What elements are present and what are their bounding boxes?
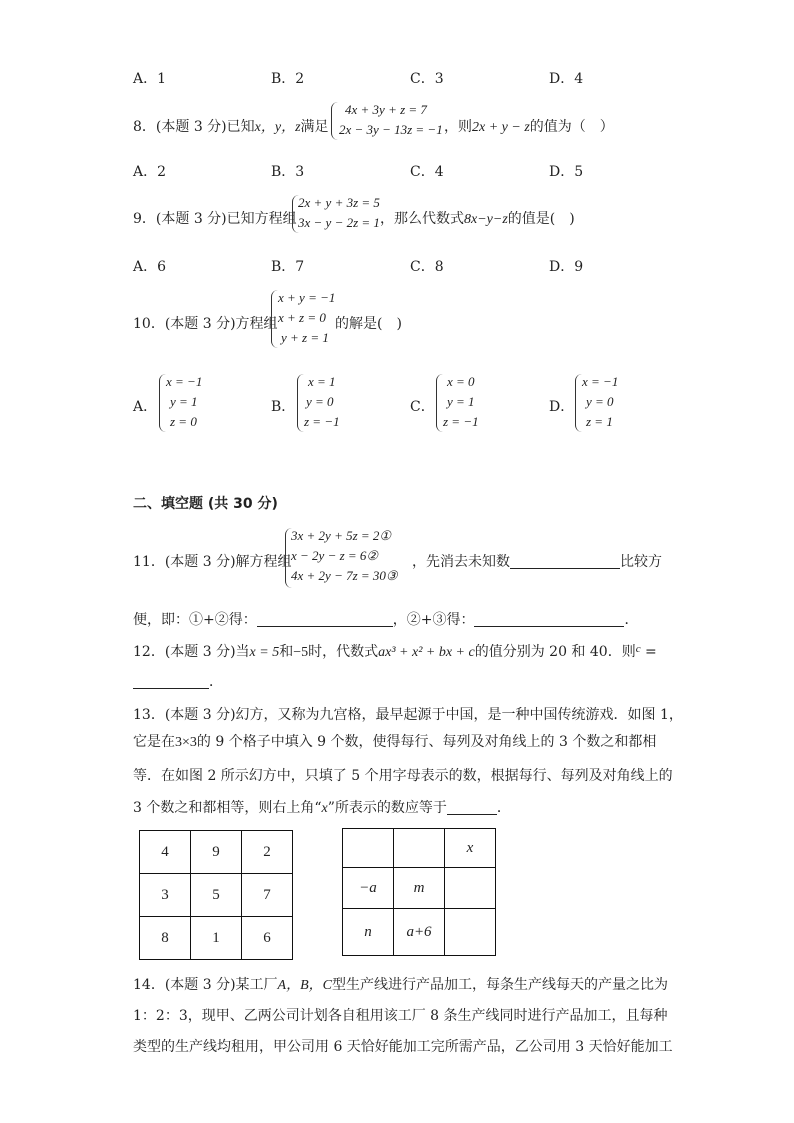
q11-eq2: x − 2y − z = 6② xyxy=(291,548,379,563)
q11-line2 xyxy=(133,609,638,629)
q12-prefix: 12．(本题 3 分)当 xyxy=(133,644,250,660)
q11-prefix: 11．(本题 3 分)解方程组 xyxy=(133,554,292,570)
q10-option-b-line1: x = 1 xyxy=(308,374,336,389)
q8-expr: 2x + y − z xyxy=(472,120,530,135)
q10-option-b-line3: z = −1 xyxy=(304,414,340,429)
q10-option-b-line2: y = 0 xyxy=(306,394,334,409)
q13-line4a: 3 个数之和都相等，则右上角“ xyxy=(133,800,322,816)
q9-eq1: 2x + y + 3z = 5 xyxy=(298,195,380,210)
q8-prefix: 8．(本题 3 分)已知 xyxy=(133,119,255,135)
q11-eq1: 3x + 2y + 5z = 2① xyxy=(291,528,392,543)
q11-eq3: 4x + 2y − 7z = 30③ xyxy=(291,568,398,583)
q10-system xyxy=(278,288,335,348)
grid1-cell: 8 xyxy=(140,917,191,960)
q12-mid1: 和 xyxy=(279,644,294,660)
q10-option-c-line1: x = 0 xyxy=(447,374,475,389)
q8-vars: x，y，z xyxy=(254,120,301,135)
q9-expr: 8x−y−z xyxy=(464,212,508,227)
q10-option-c-line2: y = 1 xyxy=(447,394,475,409)
q8-mid: 满足 xyxy=(300,119,329,135)
q9-prefix: 9．(本题 3 分)已知方程组 xyxy=(133,211,297,227)
q10-option-d-line2: y = 0 xyxy=(586,394,614,409)
q13-line2a: 它是在 xyxy=(133,734,175,750)
q10-option-b-label: B． xyxy=(271,399,296,415)
q8-suffix2: 的值为（ ） xyxy=(529,119,614,135)
q10-option-d-line1: x = −1 xyxy=(582,374,619,389)
q8-suffix1: ，则 xyxy=(444,119,472,135)
q8-suffix xyxy=(444,116,614,136)
q14-line3: 类型的生产线均租用，甲公司用 6 天恰好能加工完所需产品，乙公司用 3 天恰好能加工 xyxy=(133,1039,673,1055)
q13-line3: 等．在如图 2 所示幻方中，只填了 5 个用字母表示的数，根据每行、每列及对角线上的 xyxy=(133,768,673,784)
q13-line4 xyxy=(133,797,511,817)
q11-suffix xyxy=(412,551,662,571)
q7-option-c: C．3 xyxy=(410,71,444,87)
q10-option-c-system xyxy=(443,372,479,432)
q10-eq3: y + z = 1 xyxy=(281,330,329,345)
q9-system xyxy=(298,193,380,233)
q8-option-c: C．4 xyxy=(410,164,444,180)
q9-suffix xyxy=(380,208,575,228)
grid2-cell: n xyxy=(343,909,394,956)
grid2-cell xyxy=(445,868,496,909)
q10-option-a-brace xyxy=(159,374,166,432)
q8-eq2: 2x − 3y − 13z = −1 xyxy=(339,122,443,137)
grid2-cell: x xyxy=(445,829,496,868)
grid1-cell: 6 xyxy=(242,917,293,960)
q11-line2a: 便，即：①+②得： xyxy=(133,612,257,628)
q7-option-a: A．1 xyxy=(133,71,167,87)
q13-line4c: ． xyxy=(496,800,511,816)
q11-answer-blank-3[interactable] xyxy=(474,612,624,627)
q13-line4b: ”所表示的数应等于 xyxy=(327,800,447,816)
q10-option-a-label: A． xyxy=(133,399,158,415)
q10-eq1: x + y = −1 xyxy=(278,290,336,305)
grid2-cell: m xyxy=(394,868,445,909)
q10-option-a-line1: x = −1 xyxy=(166,374,203,389)
q11-suffix1: ，先消去未知数 xyxy=(412,554,510,570)
grid1-cell: 9 xyxy=(191,831,242,874)
q7-option-d: D．4 xyxy=(549,71,584,87)
q10-option-a-line2: y = 1 xyxy=(170,394,198,409)
q8-option-b: B．3 xyxy=(271,164,305,180)
q10-option-c-label: C． xyxy=(410,399,435,415)
q10-option-d-label: D． xyxy=(549,399,575,415)
q12-expr: ax³ + x² + bx + c xyxy=(378,645,475,660)
q10-option-c-brace xyxy=(436,374,443,432)
grid1-cell: 4 xyxy=(140,831,191,874)
q8-eq1: 4x + 3y + z = 7 xyxy=(345,102,427,117)
q12-eq: = xyxy=(640,644,657,660)
q12-end: ． xyxy=(209,674,223,690)
q12-answer-line xyxy=(133,671,223,691)
q10-option-a-line3: z = 0 xyxy=(170,414,197,429)
q8-stem xyxy=(133,116,329,136)
q11-suffix2: 比较方 xyxy=(620,554,662,570)
q14-line1 xyxy=(133,974,668,994)
q12-answer-blank[interactable] xyxy=(133,674,209,689)
q10-option-b-brace xyxy=(297,374,304,432)
q10-option-d-line3: z = 1 xyxy=(586,414,613,429)
q12-mid2: 时，代数式 xyxy=(308,644,379,660)
q12-stem xyxy=(133,641,657,661)
q10-option-a-system xyxy=(166,372,202,432)
magic-square-figure-2 xyxy=(342,828,496,956)
grid2-cell xyxy=(445,909,496,956)
q10-option-b-system xyxy=(304,372,340,432)
q13-line2 xyxy=(133,731,656,751)
q12-cond: x = 5 xyxy=(249,645,280,660)
q10-eq2: x + z = 0 xyxy=(278,310,326,325)
grid1-cell: 2 xyxy=(242,831,293,874)
grid2-cell: a+6 xyxy=(394,909,445,956)
q9-option-a: A．6 xyxy=(133,259,167,275)
q13-line1: 13．(本题 3 分)幻方，又称为九宫格，最早起源于中国，是一种中国传统游戏．如图 1， xyxy=(133,707,683,723)
q10-option-d-system xyxy=(582,372,618,432)
q8-system xyxy=(339,100,443,140)
q10-system-brace xyxy=(271,290,278,348)
q13-line2m: 3×3 xyxy=(175,735,197,750)
q10-suffix: 的解是( ) xyxy=(335,316,402,332)
q10-prefix: 10．(本题 3 分)方程组 xyxy=(133,316,278,332)
q10-option-d-brace xyxy=(575,374,582,432)
q12-cond2: −5 xyxy=(293,645,309,660)
q10-option-c-line3: z = −1 xyxy=(443,414,479,429)
q9-eq2: 3x − y − 2z = 1 xyxy=(298,215,380,230)
grid2-cell xyxy=(343,829,394,868)
q9-suffix2: 的值是( ) xyxy=(507,211,575,227)
q14-line1m: A，B，C xyxy=(277,978,332,993)
q14-line1a: 14．(本题 3 分)某工厂 xyxy=(133,977,278,993)
q9-option-b: B．7 xyxy=(271,259,305,275)
q11-answer-blank-1[interactable] xyxy=(510,554,620,569)
q13-answer-blank[interactable] xyxy=(447,800,497,815)
section-2-title: 二、填空题 (共 30 分) xyxy=(133,496,278,512)
q9-option-d: D．9 xyxy=(549,259,584,275)
q14-line2: 1：2：3，现甲、乙两公司计划各自租用该工厂 8 条生产线同时进行产品加工，且每种 xyxy=(133,1008,668,1024)
q11-line2c: ． xyxy=(624,612,639,628)
q12-suffix: 的值分别为 20 和 40．则 xyxy=(474,644,636,660)
q8-system-brace xyxy=(331,102,338,140)
grid2-cell: −a xyxy=(343,868,394,909)
q14-line1b: 型生产线进行产品加工，每条生产线每天的产量之比为 xyxy=(332,977,668,993)
q8-option-d: D．5 xyxy=(549,164,584,180)
q9-suffix1: ，那么代数式 xyxy=(380,211,464,227)
q13-line4m: x xyxy=(321,801,328,816)
q11-line2b: ，②+③得： xyxy=(392,612,475,628)
q12-var: c xyxy=(635,643,641,655)
q11-answer-blank-2[interactable] xyxy=(257,612,393,627)
q13-line2b: 的 9 个格子中填入 9 个数，使得每行、每列及对角线上的 3 个数之和都相 xyxy=(196,734,657,750)
grid1-cell: 3 xyxy=(140,874,191,917)
grid1-cell: 7 xyxy=(242,874,293,917)
grid1-cell: 5 xyxy=(191,874,242,917)
grid1-cell: 1 xyxy=(191,917,242,960)
grid2-cell xyxy=(394,829,445,868)
magic-square-figure-1 xyxy=(139,830,293,960)
q7-option-b: B．2 xyxy=(271,71,305,87)
q11-system xyxy=(291,526,398,586)
q9-option-c: C．8 xyxy=(410,259,444,275)
q8-option-a: A．2 xyxy=(133,164,167,180)
